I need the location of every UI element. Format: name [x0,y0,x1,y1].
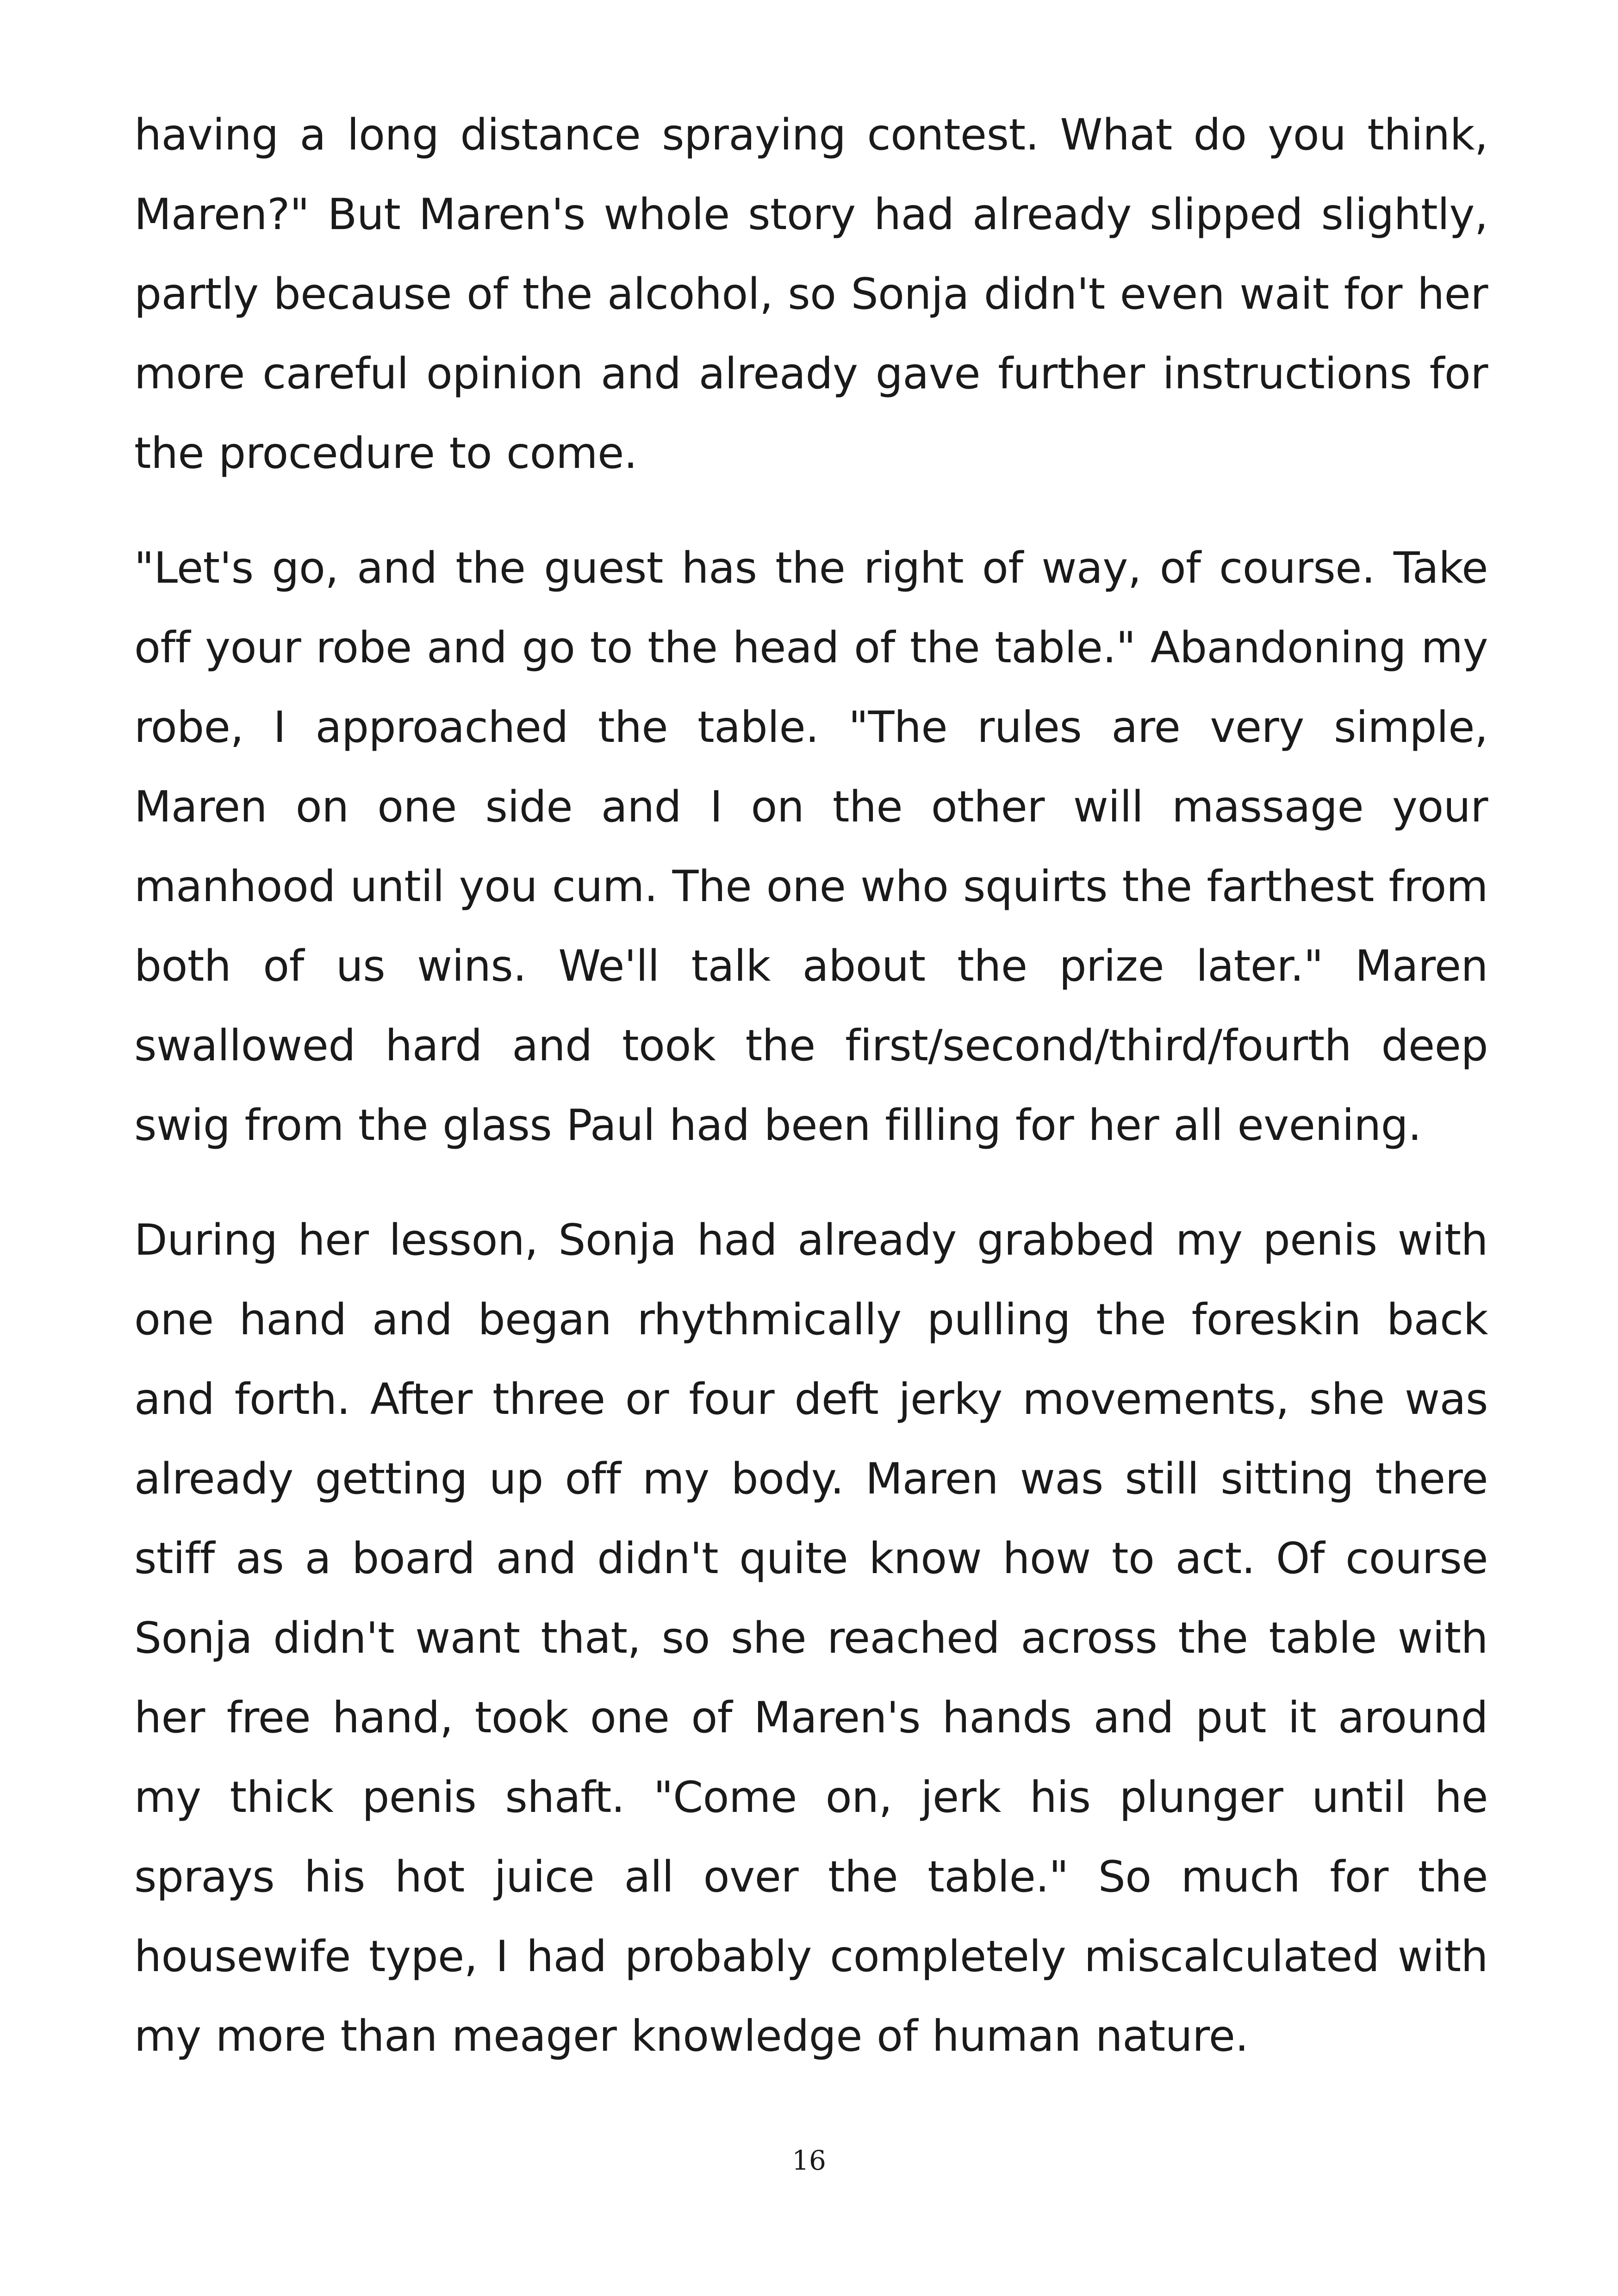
paragraph-1: having a long distance spraying contest. What do you think, Maren?" But Maren's whole story had already slipped slightly, partly because of the alcohol, so Sonja didn't even wait for her more careful opinion and already gave further instructions for the procedure to come. [134,110,1488,478]
paragraph-2: "Let's go, and the guest has the right of way, of course. Take off your robe and go to the head of the table." Abandoning my robe, I approached the table. "The rules are very simple, Maren on one side and I on the other will massage your manhood until you cum. The one who squirts the farthest from both of us wins. We'll talk about the prize later." Maren swallowed hard and took the first/second/third/fourth deep swig from the glass Paul had been filling for her all evening. [134,543,1488,1150]
body-text [134,95,1488,2111]
paragraph-3: During her lesson, Sonja had already grabbed my penis with one hand and began rhythmically pulling the foreskin back and forth. After three or four deft jerky movements, she was already getting up off my body. Maren was still sitting there stiff as a board and didn't quite know how to act. Of course Sonja didn't want that, so she reached across the table with her free hand, took one of Maren's hands and put it around my thick penis shaft. "Come on, jerk his plunger until he sprays his hot juice all over the table." So much for the housewife type, I had probably completely miscalculated with my more than meager knowledge of human nature. [134,1215,1488,2061]
page-number: 16 [792,2145,826,2176]
